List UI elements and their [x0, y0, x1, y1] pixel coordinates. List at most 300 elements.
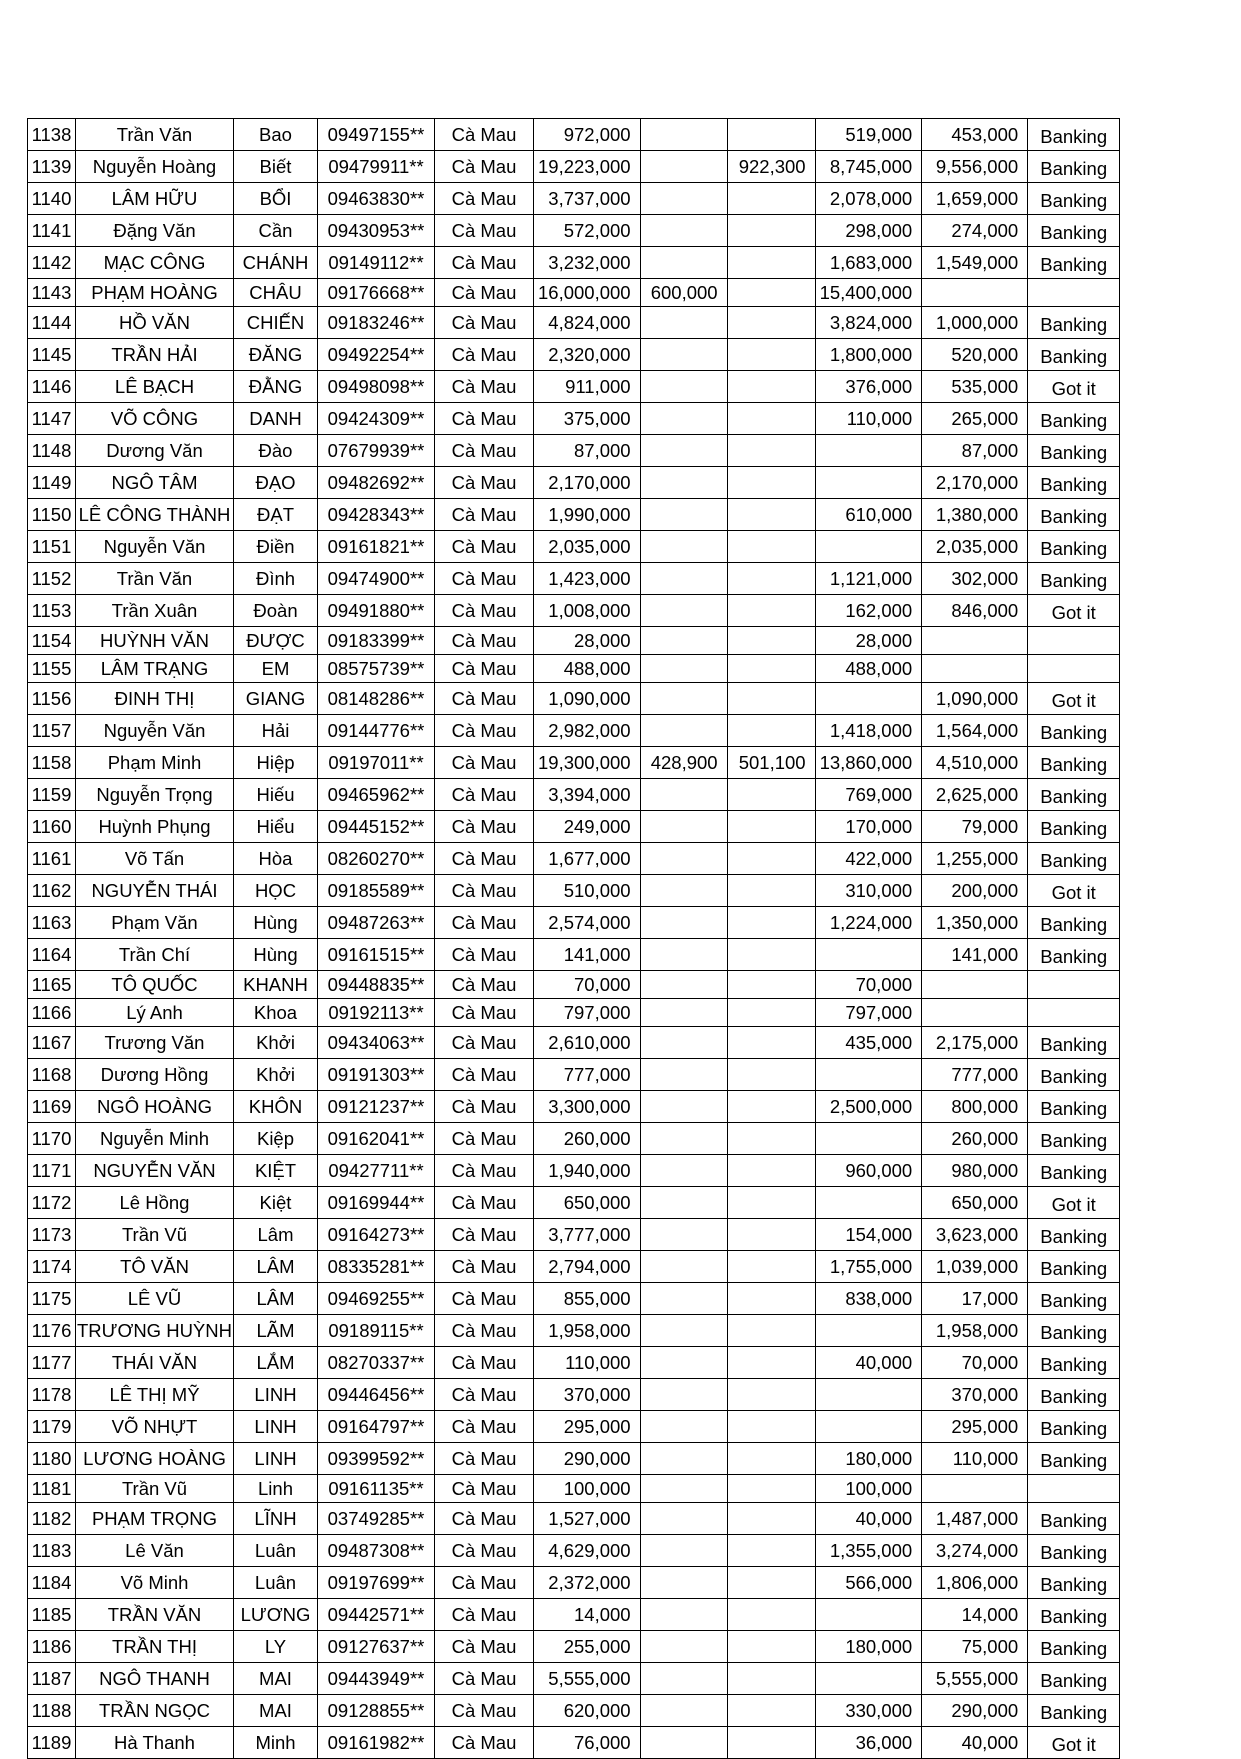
- phone-cell: 09399592**: [318, 1443, 435, 1475]
- remaining-amount-cell: 260,000: [922, 1123, 1028, 1155]
- table-row: [28, 1347, 1120, 1379]
- remaining-amount-cell: 295,000: [922, 1411, 1028, 1443]
- phone-cell: 08270337**: [318, 1347, 435, 1379]
- surname-cell: LÊ VŨ: [76, 1283, 234, 1315]
- province-cell: Cà Mau: [435, 1475, 534, 1503]
- paid-amount-cell: [815, 531, 922, 563]
- row-number: 1148: [28, 435, 76, 467]
- remaining-amount-cell: 3,274,000: [922, 1535, 1028, 1567]
- remaining-amount-cell: 1,549,000: [922, 247, 1028, 279]
- table-row: [28, 531, 1120, 563]
- total-amount-cell: 14,000: [534, 1599, 641, 1631]
- deduction-1-cell: [640, 1315, 727, 1347]
- deduction-2-cell: [727, 1567, 815, 1599]
- remaining-amount-cell: 265,000: [922, 403, 1028, 435]
- total-amount-cell: 650,000: [534, 1187, 641, 1219]
- deduction-2-cell: [727, 999, 815, 1027]
- total-amount-cell: 2,610,000: [534, 1027, 641, 1059]
- remaining-amount-cell: [922, 999, 1028, 1027]
- province-cell: Cà Mau: [435, 1155, 534, 1187]
- surname-cell: TRƯƠNG HUỲNH: [76, 1315, 234, 1347]
- surname-cell: Trần Văn: [76, 563, 234, 595]
- deduction-2-cell: [727, 1663, 815, 1695]
- deduction-2-cell: [727, 1535, 815, 1567]
- province-cell: Cà Mau: [435, 1695, 534, 1727]
- deduction-2-cell: [727, 683, 815, 715]
- row-number: 1167: [28, 1027, 76, 1059]
- row-number: 1140: [28, 183, 76, 215]
- deduction-1-cell: [640, 1475, 727, 1503]
- deduction-1-cell: [640, 1443, 727, 1475]
- row-number: 1157: [28, 715, 76, 747]
- surname-cell: Lê Hồng: [76, 1187, 234, 1219]
- deduction-2-cell: [727, 1347, 815, 1379]
- row-number: 1187: [28, 1663, 76, 1695]
- deduction-1-cell: [640, 1411, 727, 1443]
- surname-cell: Võ Minh: [76, 1567, 234, 1599]
- table-row: [28, 1535, 1120, 1567]
- given-name-cell: Đoàn: [234, 595, 318, 627]
- surname-cell: VÕ NHỰT: [76, 1411, 234, 1443]
- payment-method-cell: Banking: [1028, 811, 1120, 843]
- province-cell: Cà Mau: [435, 371, 534, 403]
- deduction-1-cell: [640, 1599, 727, 1631]
- paid-amount-cell: 40,000: [815, 1347, 922, 1379]
- remaining-amount-cell: [922, 1475, 1028, 1503]
- table-row: [28, 683, 1120, 715]
- deduction-2-cell: [727, 403, 815, 435]
- deduction-1-cell: [640, 1727, 727, 1759]
- paid-amount-cell: 960,000: [815, 1155, 922, 1187]
- payment-method-cell: Banking: [1028, 403, 1120, 435]
- surname-cell: NGÔ THANH: [76, 1663, 234, 1695]
- row-number: 1172: [28, 1187, 76, 1219]
- province-cell: Cà Mau: [435, 339, 534, 371]
- given-name-cell: Kiệt: [234, 1187, 318, 1219]
- table-row: [28, 1283, 1120, 1315]
- table-row: [28, 1123, 1120, 1155]
- deduction-2-cell: [727, 279, 815, 307]
- row-number: 1182: [28, 1503, 76, 1535]
- paid-amount-cell: 40,000: [815, 1503, 922, 1535]
- surname-cell: Trần Vũ: [76, 1475, 234, 1503]
- total-amount-cell: 3,232,000: [534, 247, 641, 279]
- total-amount-cell: 1,958,000: [534, 1315, 641, 1347]
- table-row: [28, 971, 1120, 999]
- table-row: [28, 1315, 1120, 1347]
- phone-cell: 09176668**: [318, 279, 435, 307]
- row-number: 1150: [28, 499, 76, 531]
- table-row: [28, 247, 1120, 279]
- row-number: 1166: [28, 999, 76, 1027]
- phone-cell: 09434063**: [318, 1027, 435, 1059]
- province-cell: Cà Mau: [435, 1059, 534, 1091]
- deduction-2-cell: [727, 467, 815, 499]
- deduction-2-cell: [727, 563, 815, 595]
- table-row: [28, 907, 1120, 939]
- deduction-2-cell: [727, 183, 815, 215]
- total-amount-cell: 855,000: [534, 1283, 641, 1315]
- deduction-2-cell: [727, 1187, 815, 1219]
- deduction-1-cell: [640, 403, 727, 435]
- given-name-cell: Đình: [234, 563, 318, 595]
- given-name-cell: LINH: [234, 1411, 318, 1443]
- province-cell: Cà Mau: [435, 1123, 534, 1155]
- total-amount-cell: 19,223,000: [534, 151, 641, 183]
- deduction-2-cell: [727, 247, 815, 279]
- paid-amount-cell: 1,224,000: [815, 907, 922, 939]
- deduction-1-cell: [640, 563, 727, 595]
- remaining-amount-cell: 1,255,000: [922, 843, 1028, 875]
- table-row: [28, 655, 1120, 683]
- row-number: 1160: [28, 811, 76, 843]
- surname-cell: TRẦN HẢI: [76, 339, 234, 371]
- row-number: 1164: [28, 939, 76, 971]
- deduction-1-cell: [640, 595, 727, 627]
- given-name-cell: LÃM: [234, 1315, 318, 1347]
- surname-cell: Đặng Văn: [76, 215, 234, 247]
- payment-method-cell: Got it: [1028, 875, 1120, 907]
- payment-method-cell: Banking: [1028, 1663, 1120, 1695]
- given-name-cell: Khởi: [234, 1059, 318, 1091]
- deduction-1-cell: [640, 1535, 727, 1567]
- province-cell: Cà Mau: [435, 435, 534, 467]
- surname-cell: Huỳnh Phụng: [76, 811, 234, 843]
- row-number: 1183: [28, 1535, 76, 1567]
- surname-cell: Dương Hồng: [76, 1059, 234, 1091]
- deduction-1-cell: [640, 779, 727, 811]
- payment-method-cell: Banking: [1028, 843, 1120, 875]
- deduction-1-cell: [640, 307, 727, 339]
- province-cell: Cà Mau: [435, 1219, 534, 1251]
- remaining-amount-cell: 75,000: [922, 1631, 1028, 1663]
- row-number: 1179: [28, 1411, 76, 1443]
- deduction-2-cell: [727, 435, 815, 467]
- deduction-1-cell: [640, 151, 727, 183]
- total-amount-cell: 510,000: [534, 875, 641, 907]
- given-name-cell: Điền: [234, 531, 318, 563]
- row-number: 1139: [28, 151, 76, 183]
- payment-method-cell: Banking: [1028, 779, 1120, 811]
- surname-cell: PHẠM HOÀNG: [76, 279, 234, 307]
- paid-amount-cell: 435,000: [815, 1027, 922, 1059]
- table-row: [28, 435, 1120, 467]
- deduction-1-cell: [640, 1091, 727, 1123]
- row-number: 1186: [28, 1631, 76, 1663]
- payment-method-cell: Banking: [1028, 215, 1120, 247]
- total-amount-cell: 797,000: [534, 999, 641, 1027]
- surname-cell: Trần Xuân: [76, 595, 234, 627]
- given-name-cell: CHÁNH: [234, 247, 318, 279]
- phone-cell: 09192113**: [318, 999, 435, 1027]
- deduction-1-cell: [640, 119, 727, 151]
- given-name-cell: KIỆT: [234, 1155, 318, 1187]
- surname-cell: Dương Văn: [76, 435, 234, 467]
- deduction-2-cell: [727, 843, 815, 875]
- given-name-cell: ĐƯỢC: [234, 627, 318, 655]
- total-amount-cell: 1,008,000: [534, 595, 641, 627]
- total-amount-cell: 110,000: [534, 1347, 641, 1379]
- deduction-1-cell: 428,900: [640, 747, 727, 779]
- given-name-cell: ĐẰNG: [234, 371, 318, 403]
- surname-cell: LƯƠNG HOÀNG: [76, 1443, 234, 1475]
- table-row: [28, 1411, 1120, 1443]
- phone-cell: 09491880**: [318, 595, 435, 627]
- paid-amount-cell: 519,000: [815, 119, 922, 151]
- table-row: [28, 1059, 1120, 1091]
- remaining-amount-cell: 2,170,000: [922, 467, 1028, 499]
- remaining-amount-cell: 40,000: [922, 1727, 1028, 1759]
- remaining-amount-cell: 1,487,000: [922, 1503, 1028, 1535]
- row-number: 1151: [28, 531, 76, 563]
- paid-amount-cell: 180,000: [815, 1631, 922, 1663]
- total-amount-cell: 370,000: [534, 1379, 641, 1411]
- phone-cell: 09498098**: [318, 371, 435, 403]
- phone-cell: 08575739**: [318, 655, 435, 683]
- total-amount-cell: 28,000: [534, 627, 641, 655]
- total-amount-cell: 911,000: [534, 371, 641, 403]
- table-row: [28, 1631, 1120, 1663]
- given-name-cell: LINH: [234, 1443, 318, 1475]
- row-number: 1169: [28, 1091, 76, 1123]
- paid-amount-cell: [815, 1663, 922, 1695]
- province-cell: Cà Mau: [435, 1503, 534, 1535]
- paid-amount-cell: 610,000: [815, 499, 922, 531]
- payment-method-cell: Banking: [1028, 1567, 1120, 1599]
- payment-method-cell: Banking: [1028, 1027, 1120, 1059]
- payment-method-cell: Banking: [1028, 307, 1120, 339]
- row-number: 1168: [28, 1059, 76, 1091]
- paid-amount-cell: 376,000: [815, 371, 922, 403]
- province-cell: Cà Mau: [435, 1567, 534, 1599]
- payment-method-cell: Banking: [1028, 1631, 1120, 1663]
- remaining-amount-cell: [922, 627, 1028, 655]
- given-name-cell: LÂM: [234, 1283, 318, 1315]
- row-number: 1143: [28, 279, 76, 307]
- row-number: 1154: [28, 627, 76, 655]
- phone-cell: 09164797**: [318, 1411, 435, 1443]
- deduction-2-cell: [727, 499, 815, 531]
- deduction-1-cell: [640, 531, 727, 563]
- deduction-1-cell: [640, 1379, 727, 1411]
- total-amount-cell: 141,000: [534, 939, 641, 971]
- paid-amount-cell: 170,000: [815, 811, 922, 843]
- province-cell: Cà Mau: [435, 1347, 534, 1379]
- surname-cell: Nguyễn Hoàng: [76, 151, 234, 183]
- phone-cell: 09197699**: [318, 1567, 435, 1599]
- row-number: 1175: [28, 1283, 76, 1315]
- deduction-2-cell: 922,300: [727, 151, 815, 183]
- surname-cell: VÕ CÔNG: [76, 403, 234, 435]
- paid-amount-cell: 769,000: [815, 779, 922, 811]
- deduction-1-cell: [640, 1059, 727, 1091]
- phone-cell: 09161821**: [318, 531, 435, 563]
- total-amount-cell: 5,555,000: [534, 1663, 641, 1695]
- paid-amount-cell: 422,000: [815, 843, 922, 875]
- given-name-cell: Hiếu: [234, 779, 318, 811]
- province-cell: Cà Mau: [435, 683, 534, 715]
- remaining-amount-cell: 87,000: [922, 435, 1028, 467]
- given-name-cell: HỌC: [234, 875, 318, 907]
- table-row: [28, 1091, 1120, 1123]
- phone-cell: 09448835**: [318, 971, 435, 999]
- row-number: 1141: [28, 215, 76, 247]
- row-number: 1146: [28, 371, 76, 403]
- surname-cell: Hà Thanh: [76, 1727, 234, 1759]
- phone-cell: 09144776**: [318, 715, 435, 747]
- paid-amount-cell: 28,000: [815, 627, 922, 655]
- province-cell: Cà Mau: [435, 1727, 534, 1759]
- deduction-2-cell: [727, 339, 815, 371]
- paid-amount-cell: 3,824,000: [815, 307, 922, 339]
- surname-cell: Võ Tấn: [76, 843, 234, 875]
- deduction-1-cell: [640, 1695, 727, 1727]
- payment-method-cell: Banking: [1028, 183, 1120, 215]
- province-cell: Cà Mau: [435, 971, 534, 999]
- table-row: [28, 715, 1120, 747]
- phone-cell: 09463830**: [318, 183, 435, 215]
- table-row: [28, 307, 1120, 339]
- total-amount-cell: 1,527,000: [534, 1503, 641, 1535]
- deduction-1-cell: [640, 1347, 727, 1379]
- row-number: 1159: [28, 779, 76, 811]
- row-number: 1188: [28, 1695, 76, 1727]
- phone-cell: 09149112**: [318, 247, 435, 279]
- paid-amount-cell: [815, 1599, 922, 1631]
- deduction-1-cell: [640, 1123, 727, 1155]
- total-amount-cell: 2,982,000: [534, 715, 641, 747]
- paid-amount-cell: 100,000: [815, 1475, 922, 1503]
- surname-cell: TRẦN NGỌC: [76, 1695, 234, 1727]
- remaining-amount-cell: [922, 279, 1028, 307]
- deduction-2-cell: [727, 779, 815, 811]
- deduction-2-cell: [727, 1727, 815, 1759]
- deduction-1-cell: [640, 1283, 727, 1315]
- given-name-cell: Khoa: [234, 999, 318, 1027]
- payment-method-cell: Banking: [1028, 499, 1120, 531]
- paid-amount-cell: 1,355,000: [815, 1535, 922, 1567]
- total-amount-cell: 3,300,000: [534, 1091, 641, 1123]
- payment-method-cell: Banking: [1028, 1535, 1120, 1567]
- paid-amount-cell: 2,078,000: [815, 183, 922, 215]
- given-name-cell: Bao: [234, 119, 318, 151]
- province-cell: Cà Mau: [435, 119, 534, 151]
- deduction-1-cell: [640, 467, 727, 499]
- table-row: [28, 939, 1120, 971]
- given-name-cell: Kiệp: [234, 1123, 318, 1155]
- deduction-2-cell: [727, 1503, 815, 1535]
- remaining-amount-cell: 1,039,000: [922, 1251, 1028, 1283]
- remaining-amount-cell: 1,806,000: [922, 1567, 1028, 1599]
- total-amount-cell: 2,320,000: [534, 339, 641, 371]
- paid-amount-cell: [815, 1187, 922, 1219]
- payment-method-cell: Banking: [1028, 1695, 1120, 1727]
- row-number: 1147: [28, 403, 76, 435]
- remaining-amount-cell: 650,000: [922, 1187, 1028, 1219]
- paid-amount-cell: 154,000: [815, 1219, 922, 1251]
- deduction-2-cell: [727, 1251, 815, 1283]
- table-row: [28, 563, 1120, 595]
- province-cell: Cà Mau: [435, 1443, 534, 1475]
- surname-cell: ĐINH THỊ: [76, 683, 234, 715]
- payment-method-cell: Got it: [1028, 1187, 1120, 1219]
- table-row: [28, 1027, 1120, 1059]
- table-row: [28, 1503, 1120, 1535]
- paid-amount-cell: 36,000: [815, 1727, 922, 1759]
- paid-amount-cell: [815, 1059, 922, 1091]
- payment-method-cell: Banking: [1028, 1059, 1120, 1091]
- deduction-1-cell: [640, 811, 727, 843]
- paid-amount-cell: [815, 1411, 922, 1443]
- paid-amount-cell: 1,755,000: [815, 1251, 922, 1283]
- surname-cell: TÔ QUỐC: [76, 971, 234, 999]
- paid-amount-cell: 1,418,000: [815, 715, 922, 747]
- surname-cell: Phạm Văn: [76, 907, 234, 939]
- deduction-2-cell: [727, 119, 815, 151]
- province-cell: Cà Mau: [435, 875, 534, 907]
- total-amount-cell: 488,000: [534, 655, 641, 683]
- total-amount-cell: 1,677,000: [534, 843, 641, 875]
- surname-cell: Trương Văn: [76, 1027, 234, 1059]
- paid-amount-cell: 1,800,000: [815, 339, 922, 371]
- paid-amount-cell: 8,745,000: [815, 151, 922, 183]
- row-number: 1170: [28, 1123, 76, 1155]
- remaining-amount-cell: 2,175,000: [922, 1027, 1028, 1059]
- payment-method-cell: [1028, 279, 1120, 307]
- surname-cell: HỒ VĂN: [76, 307, 234, 339]
- phone-cell: 09183399**: [318, 627, 435, 655]
- given-name-cell: LY: [234, 1631, 318, 1663]
- deduction-1-cell: [640, 715, 727, 747]
- province-cell: Cà Mau: [435, 215, 534, 247]
- row-number: 1185: [28, 1599, 76, 1631]
- deduction-1-cell: [640, 1027, 727, 1059]
- payment-method-cell: Banking: [1028, 1091, 1120, 1123]
- province-cell: Cà Mau: [435, 779, 534, 811]
- payment-method-cell: Got it: [1028, 683, 1120, 715]
- row-number: 1156: [28, 683, 76, 715]
- row-number: 1174: [28, 1251, 76, 1283]
- table-row: [28, 499, 1120, 531]
- surname-cell: LÂM TRẠNG: [76, 655, 234, 683]
- table-row: [28, 403, 1120, 435]
- phone-cell: 09164273**: [318, 1219, 435, 1251]
- remaining-amount-cell: 70,000: [922, 1347, 1028, 1379]
- total-amount-cell: 290,000: [534, 1443, 641, 1475]
- remaining-amount-cell: 302,000: [922, 563, 1028, 595]
- surname-cell: Nguyễn Văn: [76, 715, 234, 747]
- table-row: [28, 1379, 1120, 1411]
- deduction-2-cell: [727, 1599, 815, 1631]
- phone-cell: 09189115**: [318, 1315, 435, 1347]
- row-number: 1144: [28, 307, 76, 339]
- surname-cell: Phạm Minh: [76, 747, 234, 779]
- deduction-2-cell: [727, 811, 815, 843]
- surname-cell: Lý Anh: [76, 999, 234, 1027]
- deduction-1-cell: [640, 1567, 727, 1599]
- deduction-2-cell: [727, 371, 815, 403]
- table-row: [28, 875, 1120, 907]
- payment-method-cell: [1028, 627, 1120, 655]
- surname-cell: Nguyễn Minh: [76, 1123, 234, 1155]
- total-amount-cell: 249,000: [534, 811, 641, 843]
- paid-amount-cell: [815, 1123, 922, 1155]
- province-cell: Cà Mau: [435, 1091, 534, 1123]
- deduction-1-cell: [640, 435, 727, 467]
- total-amount-cell: 572,000: [534, 215, 641, 247]
- given-name-cell: Cần: [234, 215, 318, 247]
- payment-method-cell: [1028, 971, 1120, 999]
